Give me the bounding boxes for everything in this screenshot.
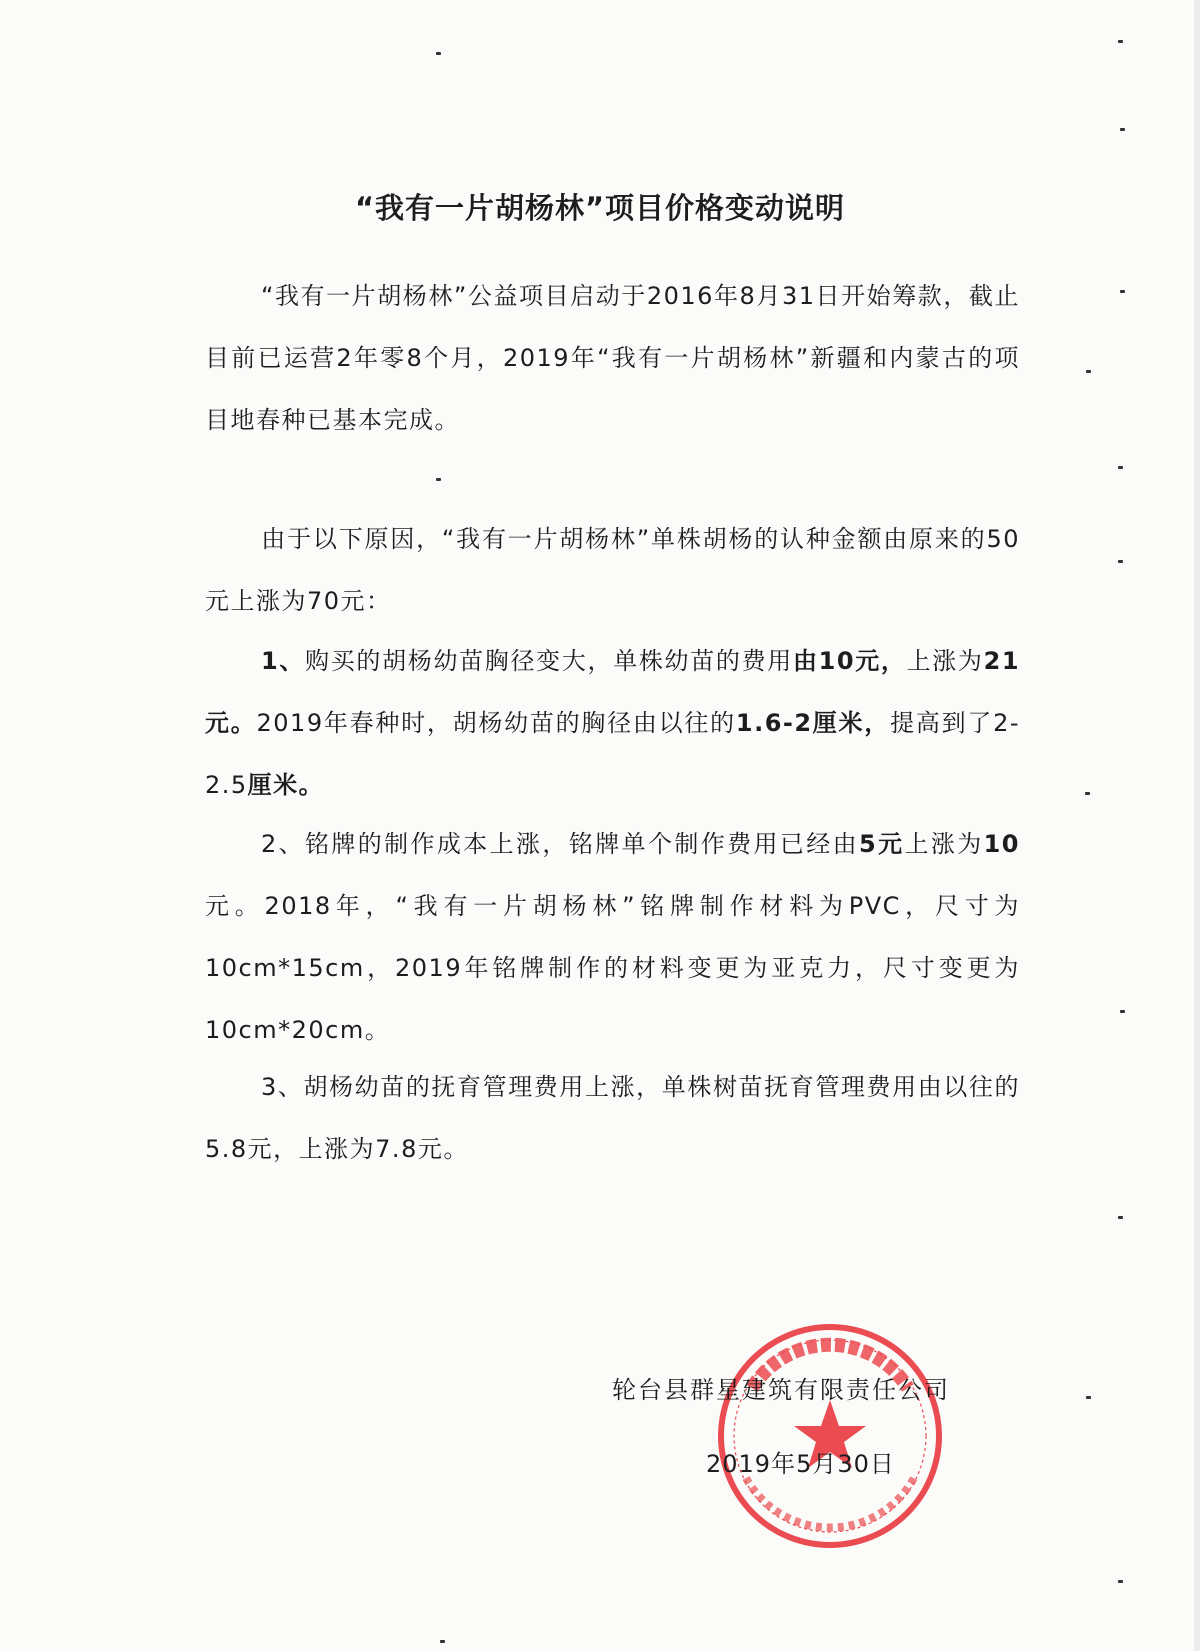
paragraph-item-2	[205, 813, 1020, 1061]
item-2-text-b: 上涨为	[904, 830, 984, 858]
paragraph-reason	[205, 508, 1020, 632]
paragraph-item-3	[205, 1056, 1020, 1180]
item-2-text-c: 元。2018年，“我有一片胡杨林”铭牌制作材料为PVC，尺寸为10cm*15cm，2019年铭牌制作的材料变更为亚克力，尺寸变更为10cm*20cm。	[205, 892, 1020, 1044]
scan-speck	[1120, 128, 1125, 131]
paragraph-item-1	[205, 630, 1020, 816]
item-1-unit: 厘米。	[247, 771, 325, 799]
scan-speck	[440, 1640, 445, 1643]
scan-speck	[436, 478, 441, 481]
paragraph-intro-text: “我有一片胡杨林”公益项目启动于2016年8月31日开始筹款，截止目前已运营2年零8个月，2019年“我有一片胡杨林”新疆和内蒙古的项目地春种已基本完成。	[205, 282, 1020, 434]
item-1-old-size: 1.6-2厘米，	[735, 709, 891, 737]
item-1-new-price: 21元。	[205, 647, 1021, 737]
item-1-number: 1、	[261, 647, 306, 675]
scan-speck	[1118, 560, 1123, 563]
scan-speck	[1118, 40, 1123, 43]
document-title: “我有一片胡杨林”项目价格变动说明	[354, 191, 846, 225]
scan-speck	[1120, 290, 1125, 293]
scan-speck	[1120, 1010, 1125, 1013]
scan-speck	[436, 52, 441, 55]
company-seal-stamp	[712, 1318, 948, 1554]
item-3-text: 3、胡杨幼苗的抚育管理费用上涨，单株树苗抚育管理费用由以往的5.8元，上涨为7.8元。	[205, 1073, 1020, 1163]
item-1-text-b: 上涨为	[906, 647, 984, 675]
item-2-old-price: 5元	[858, 830, 905, 858]
item-2-text-a: 2、铭牌的制作成本上涨，铭牌单个制作费用已经由	[261, 830, 859, 858]
item-1-text-c: 2019年春种时，胡杨幼苗的胸径由以往的	[256, 709, 736, 737]
scan-speck	[1118, 466, 1123, 469]
scan-speck	[1085, 792, 1090, 795]
signer-company: 轮台县群星建筑有限责任公司	[612, 1376, 950, 1404]
scan-speck	[1086, 370, 1091, 373]
scan-speck	[1118, 1580, 1123, 1583]
scan-edge	[1194, 0, 1200, 1651]
scan-speck	[1086, 1396, 1091, 1399]
item-1-text-a: 购买的胡杨幼苗胸径变大，单株幼苗的费用	[305, 647, 793, 675]
scan-speck	[1118, 1216, 1123, 1219]
paragraph-intro	[205, 265, 1020, 451]
signing-date: 2019年5月30日	[706, 1450, 895, 1478]
paragraph-reason-text: 由于以下原因，“我有一片胡杨林”单株胡杨的认种金额由原来的50元上涨为70元：	[205, 525, 1020, 615]
item-2-new-price: 10	[983, 830, 1020, 858]
item-1-text-d: 提高到了2-2.5	[205, 709, 1020, 799]
item-1-old-price: 由10元，	[792, 647, 907, 675]
